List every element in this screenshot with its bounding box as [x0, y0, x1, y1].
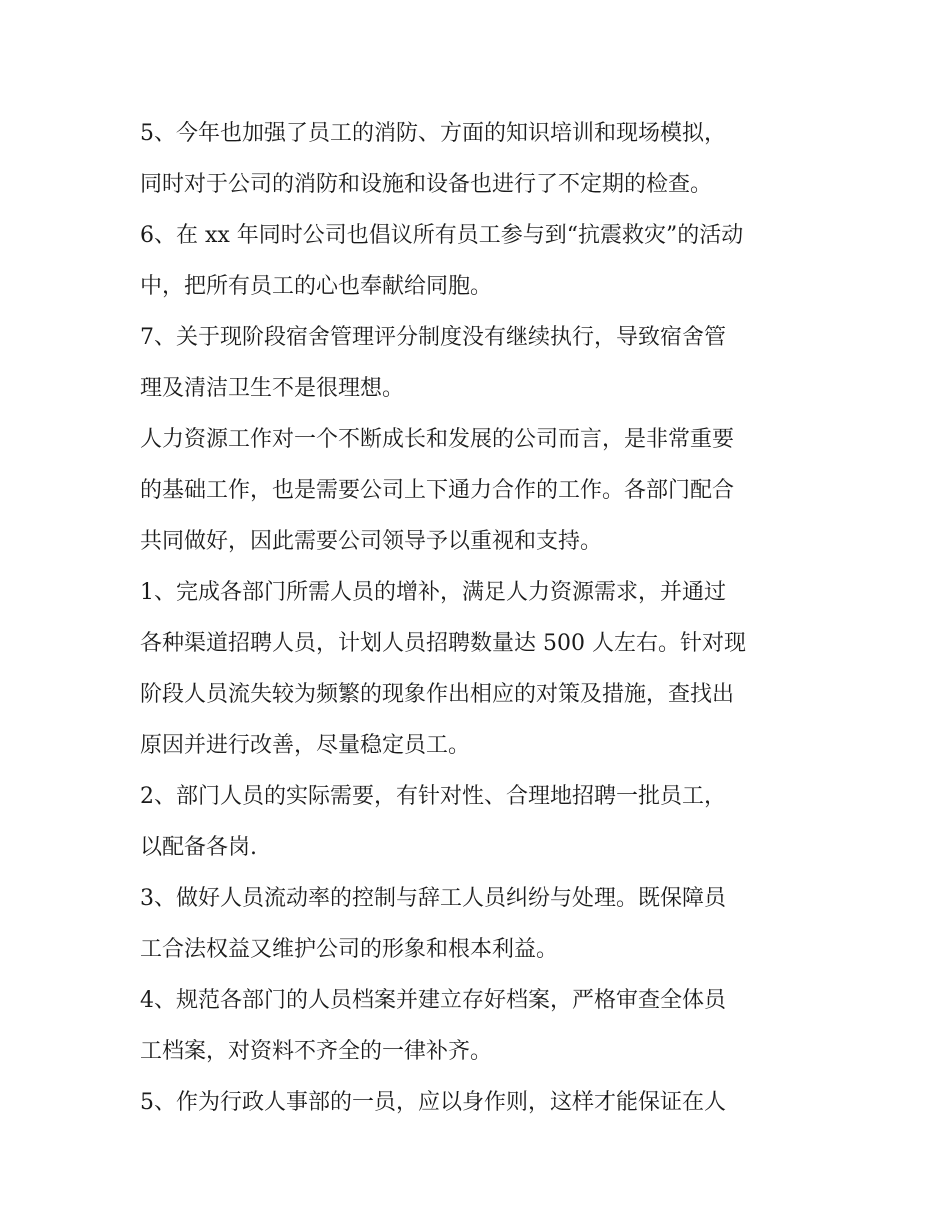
text-line: 人力资源工作对一个不断成长和发展的公司而言，是非常重要: [140, 427, 735, 452]
text-line: 3、做好人员流动率的控制与辞工人员纠纷与处理。既保障员: [140, 886, 726, 911]
text-line: 2、部门人员的实际需要，有针对性、合理地招聘一批员工，: [140, 784, 726, 809]
text-line: 4、规范各部门的人员档案并建立存好档案，严格审查全体员: [140, 988, 726, 1013]
text-line: 阶段人员流失较为频繁的现象作出相应的对策及措施，查找出: [140, 682, 735, 707]
text-line: 5、作为行政人事部的一员，应以身作则，这样才能保证在人: [140, 1090, 726, 1115]
text-line: 同时对于公司的消防和设施和设备也进行了不定期的检查。: [140, 172, 713, 197]
text-line: 的基础工作，也是需要公司上下通力合作的工作。各部门配合: [140, 478, 735, 503]
text-line: 各种渠道招聘人员，计划人员招聘数量达 500 人左右。针对现: [140, 631, 746, 656]
text-line: 6、在 xx 年同时公司也倡议所有员工参与到“抗震救灾”的活动: [140, 223, 744, 248]
text-line: 共同做好，因此需要公司领导予以重视和支持。: [140, 529, 603, 554]
text-line: 以配备各岗.: [140, 835, 257, 860]
text-line: 原因并进行改善，尽量稳定员工。: [140, 733, 471, 758]
text-line: 工合法权益又维护公司的形象和根本利益。: [140, 937, 559, 962]
text-line: 工档案，对资料不齐全的一律补齐。: [140, 1039, 493, 1064]
document-body: [140, 108, 820, 1128]
text-line: 理及清洁卫生不是很理想。: [140, 376, 405, 401]
text-line: 1、完成各部门所需人员的增补，满足人力资源需求，并通过: [140, 580, 726, 605]
text-line: 7、关于现阶段宿舍管理评分制度没有继续执行，导致宿舍管: [140, 325, 726, 350]
text-line: 中，把所有员工的心也奉献给同胞。: [140, 274, 493, 299]
text-line: 5、今年也加强了员工的消防、方面的知识培训和现场模拟，: [140, 121, 726, 146]
